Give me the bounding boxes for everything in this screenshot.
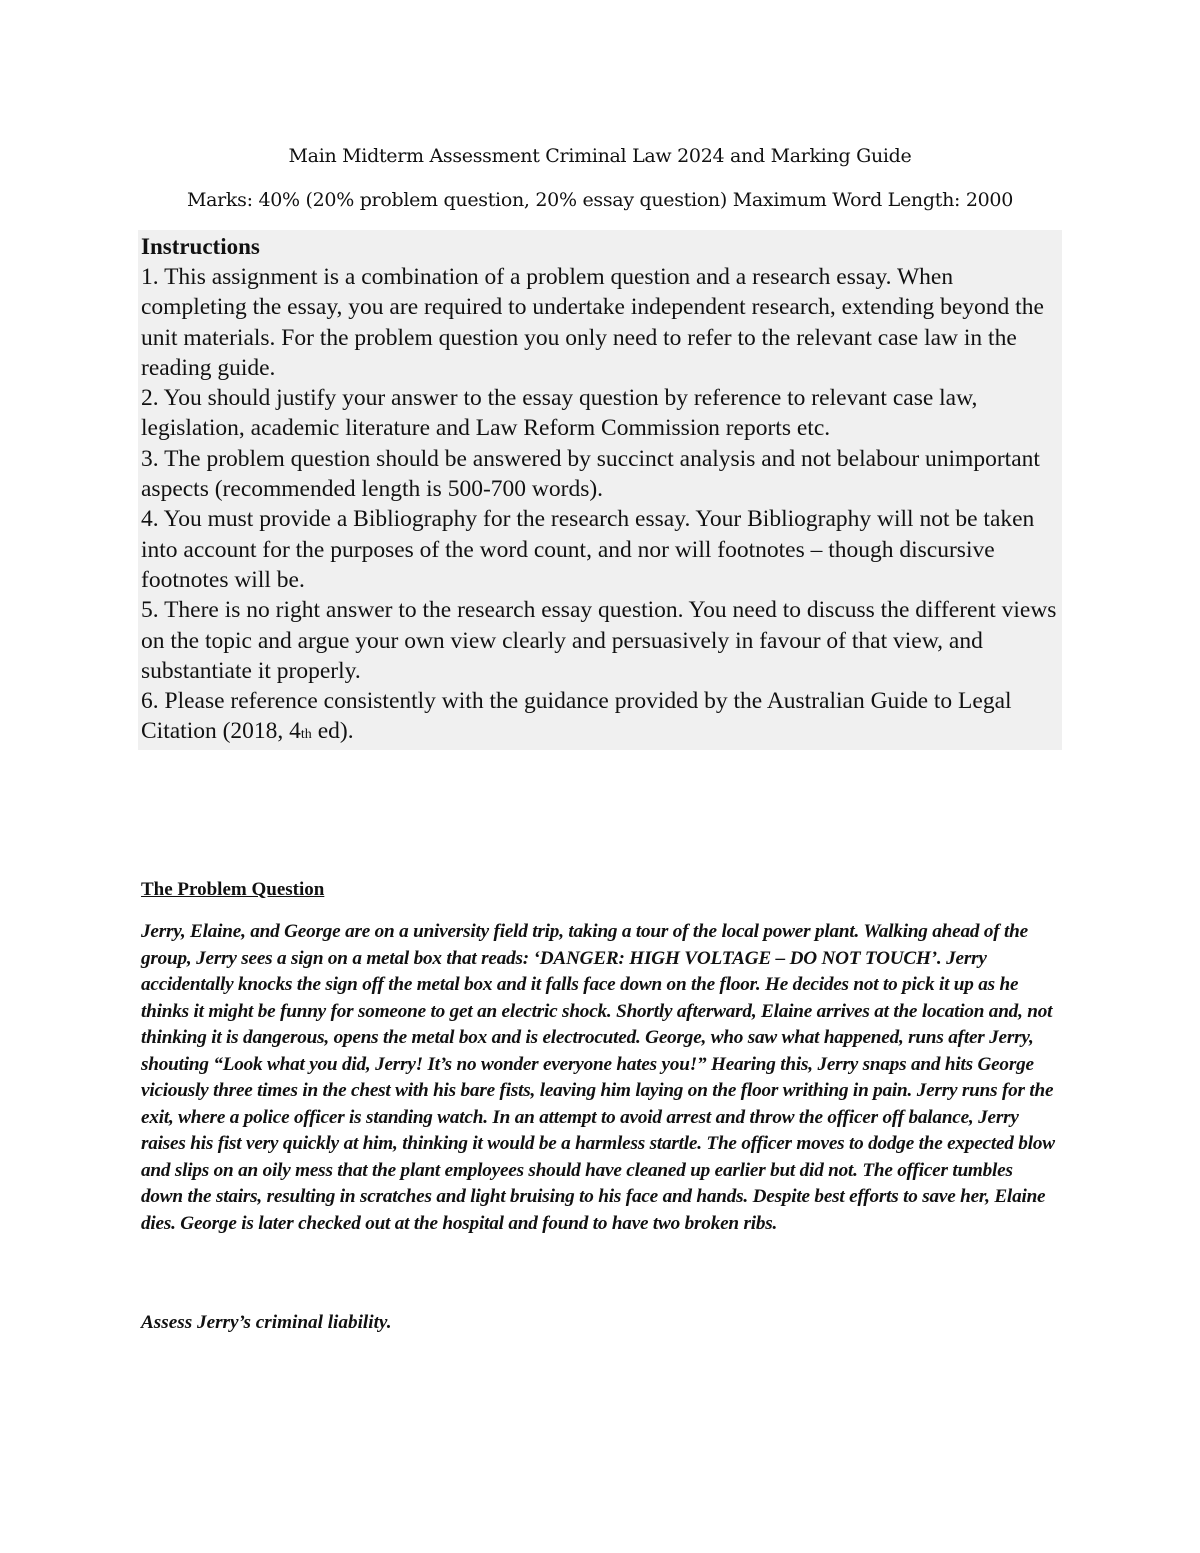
instruction-item: 2. You should justify your answer to the essay question by reference to relevant case law, legislation, academic literature and Law Reform Commission reports etc. — [141, 385, 978, 442]
instruction-item-citation — [141, 686, 1063, 751]
instructions-list — [141, 262, 1063, 751]
instruction-item-text: 6. Please reference consistently with the guidance provided by the Australian Guide to Legal Citation (2018, 4 — [141, 688, 1012, 745]
instructions-heading: Instructions — [141, 234, 260, 259]
instruction-item: 3. The problem question should be answered by succinct analysis and not belabour unimportant aspects (recommended length is 500-700 words). — [141, 445, 1040, 503]
instructions-panel — [138, 230, 1062, 750]
instructions-content — [141, 232, 1063, 751]
page-title: Main Midterm Assessment Criminal Law 2024 and Marking Guide — [288, 145, 912, 167]
marks-subtitle: Marks: 40% (20% problem question, 20% essay question) Maximum Word Length: 2000 — [186, 189, 1014, 211]
problem-question-task: Assess Jerry’s criminal liability. — [141, 1312, 392, 1333]
instruction-item-text-end: ed). — [311, 718, 354, 745]
instruction-item: 4. You must provide a Bibliography for the research essay. Your Bibliography will not be taken into account for the purposes of the word count, and nor will footnotes – though discursive footnotes will be. — [141, 506, 1035, 593]
instruction-item: 5. There is no right answer to the research essay question. You need to discuss the different views on the topic and argue your own view clearly and persuasively in favour of that view, and substantiate it properly. — [141, 597, 1057, 684]
instruction-item: 1. This assignment is a combination of a problem question and a research essay. When completing the essay, you are required to undertake independent research, extending beyond the unit materials. For the problem question you only need to refer to the relevant case law in the reading guide. — [141, 264, 1044, 381]
ordinal-suffix: th — [300, 727, 312, 743]
problem-question-heading: The Problem Question — [141, 879, 325, 900]
problem-question-body: Jerry, Elaine, and George are on a university field trip, taking a tour of the local power plant. Walking ahead of the group, Jerry sees a sign on a metal box that reads: ‘DANGER: HIGH VOLTAGE – DO NOT TOUCH’. Jerry accidentally knocks the sign off the metal box and it falls face down on the floor. He decides not to pick it up as he thinks it might be funny for someone to get an electric shock. Shortly afterward, Elaine arrives at the location and, not thinking it is dangerous, opens the metal box and is electrocuted. George, who saw what happened, runs after Jerry, shouting “Look what you did, Jerry! It’s no wonder everyone hates you!” Hearing this, Jerry snaps and hits George viciously three times in the chest with his bare fists, leaving him laying on the floor writhing in pain. Jerry runs for the exit, where a police officer is standing watch. In an attempt to avoid arrest and throw the officer off balance, Jerry raises his fist very quickly at him, thinking it would be a harmless startle. The officer moves to dodge the expected blow and slips on an oily mess that the plant employees should have cleaned up earlier but did not. The officer tumbles down the stairs, resulting in scratches and light bruising to his face and hands. Despite best efforts to save her, Elaine dies. George is later checked out at the hospital and found to have two broken ribs. — [141, 921, 1055, 1234]
